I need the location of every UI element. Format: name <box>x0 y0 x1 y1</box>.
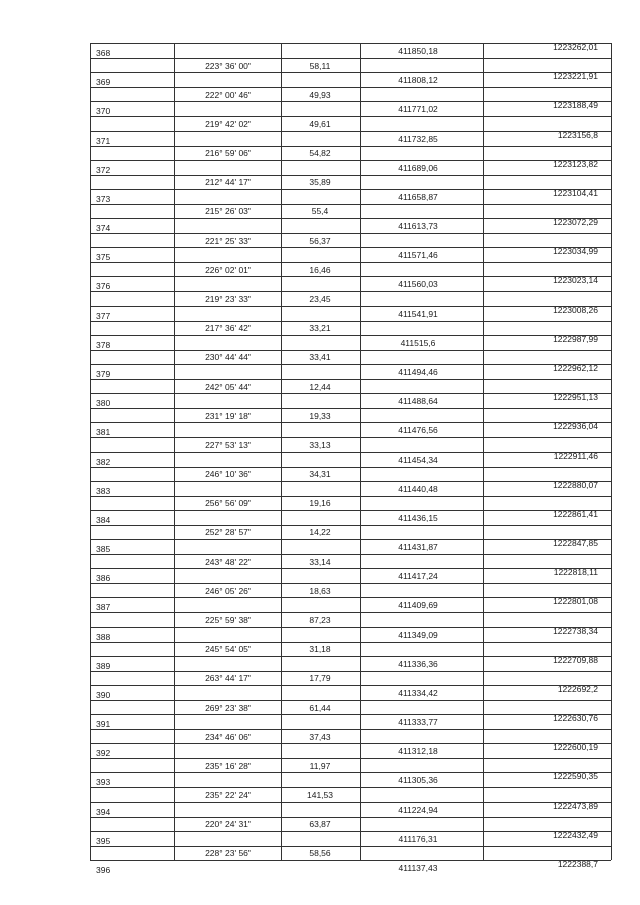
table-row-mid-rule <box>90 291 611 292</box>
table-row-mid-rule <box>90 233 611 234</box>
segment-distance: 55,4 <box>311 206 329 216</box>
coordinate-y: 1222911,46 <box>553 451 598 461</box>
coordinate-y: 1222801,08 <box>553 596 598 606</box>
point-number: 371 <box>96 136 111 146</box>
coordinate-x: 411689,06 <box>398 163 438 173</box>
table-row-mid-rule <box>90 116 611 117</box>
table-row-mid-rule <box>90 175 611 176</box>
coordinate-x: 411658,87 <box>398 192 438 202</box>
point-number: 390 <box>96 690 111 700</box>
table-row-mid-rule <box>90 408 611 409</box>
table-row-mid-rule <box>90 583 611 584</box>
segment-distance: 49,93 <box>309 90 331 100</box>
coordinate-x: 411305,36 <box>398 775 438 785</box>
coordinate-x: 411488,64 <box>398 396 438 406</box>
coordinate-x: 411771,02 <box>398 104 438 114</box>
coordinate-y: 1222630,76 <box>553 713 598 723</box>
segment-angle: 252° 28' 57" <box>205 527 251 537</box>
segment-angle: 263° 44' 17" <box>205 673 251 683</box>
point-number: 374 <box>96 223 111 233</box>
coordinate-y: 1223262,01 <box>553 42 598 52</box>
coordinate-x: 411334,42 <box>398 688 438 698</box>
point-number: 373 <box>96 194 111 204</box>
table-row-mid-rule <box>90 700 611 701</box>
coordinate-y: 1222709,88 <box>553 655 598 665</box>
coordinate-y: 1223104,41 <box>553 188 598 198</box>
segment-angle: 235° 16' 28" <box>205 761 251 771</box>
coordinate-y: 1223023,14 <box>553 275 598 285</box>
point-number: 386 <box>96 573 111 583</box>
table-row-mid-rule <box>90 554 611 555</box>
coordinate-x: 411431,87 <box>398 542 438 552</box>
point-number: 395 <box>96 836 111 846</box>
table-row-mid-rule <box>90 87 611 88</box>
point-number: 370 <box>96 106 111 116</box>
table-row-mid-rule <box>90 671 611 672</box>
point-number: 376 <box>96 281 111 291</box>
segment-angle: 223° 36' 00" <box>205 61 251 71</box>
segment-angle: 212° 44' 17" <box>205 177 251 187</box>
table-row-mid-rule <box>90 58 611 59</box>
coordinate-y: 1223072,29 <box>553 217 598 227</box>
point-number: 372 <box>96 165 111 175</box>
segment-angle: 222° 00' 46" <box>205 90 251 100</box>
point-number: 394 <box>96 807 111 817</box>
segment-angle: 234° 46' 06" <box>205 732 251 742</box>
segment-angle: 225° 59' 38" <box>205 615 251 625</box>
segment-angle: 230° 44' 44" <box>205 352 251 362</box>
segment-distance: 31,18 <box>309 644 331 654</box>
segment-angle: 246° 05' 26" <box>205 586 251 596</box>
coordinate-x: 411732,85 <box>398 134 438 144</box>
table-row-mid-rule <box>90 817 611 818</box>
segment-angle: 246° 10' 36" <box>205 469 251 479</box>
point-number: 379 <box>96 369 111 379</box>
segment-distance: 37,43 <box>309 732 331 742</box>
table-row-mid-rule <box>90 350 611 351</box>
coordinate-x: 411224,94 <box>398 805 438 815</box>
segment-distance: 54,82 <box>309 148 331 158</box>
coordinate-y: 1222600,19 <box>553 742 598 752</box>
segment-angle: 219° 23' 33" <box>205 294 251 304</box>
segment-angle: 216° 59' 06" <box>205 148 251 158</box>
segment-angle: 217° 36' 42" <box>205 323 251 333</box>
coordinate-y: 1222473,89 <box>553 801 598 811</box>
coordinate-y: 1222692,2 <box>557 684 598 694</box>
coordinate-y: 1222936,04 <box>553 421 598 431</box>
point-number: 377 <box>96 311 111 321</box>
table-row-mid-rule <box>90 437 611 438</box>
segment-angle: 245° 54' 05" <box>205 644 251 654</box>
point-number: 378 <box>96 340 111 350</box>
coordinate-x: 411333,77 <box>398 717 438 727</box>
table-row-mid-rule <box>90 642 611 643</box>
segment-angle: 226° 02' 01" <box>205 265 251 275</box>
coordinate-y: 1222432,49 <box>553 830 598 840</box>
segment-distance: 34,31 <box>309 469 331 479</box>
segment-angle: 219° 42' 02" <box>205 119 251 129</box>
table-row-mid-rule <box>90 787 611 788</box>
point-number: 387 <box>96 602 111 612</box>
coordinate-y: 1223034,99 <box>553 246 598 256</box>
segment-distance: 56,37 <box>309 236 331 246</box>
segment-distance: 19,16 <box>309 498 331 508</box>
table-row-mid-rule <box>90 525 611 526</box>
segment-distance: 23,45 <box>309 294 331 304</box>
point-number: 393 <box>96 777 111 787</box>
coordinate-y: 1223008,26 <box>553 305 598 315</box>
coordinate-y: 1222962,12 <box>553 363 598 373</box>
point-number: 385 <box>96 544 111 554</box>
point-number: 369 <box>96 77 111 87</box>
segment-distance: 33,13 <box>309 440 331 450</box>
coordinate-x: 411560,03 <box>398 279 438 289</box>
coordinate-y: 1222861,41 <box>553 509 598 519</box>
segment-angle: 231° 19' 18" <box>205 411 251 421</box>
table-column-rule <box>611 43 612 860</box>
segment-distance: 17,79 <box>309 673 331 683</box>
table-row-mid-rule <box>90 612 611 613</box>
segment-angle: 243° 48' 22" <box>205 557 251 567</box>
coordinate-x: 411541,91 <box>398 309 438 319</box>
coordinate-y: 1223221,91 <box>553 71 598 81</box>
coordinate-x: 411850,18 <box>398 46 438 56</box>
table-row-mid-rule <box>90 146 611 147</box>
coordinate-y: 1223188,49 <box>553 100 598 110</box>
point-number: 381 <box>96 427 111 437</box>
coordinate-x: 411613,73 <box>398 221 438 231</box>
coordinate-x: 411336,36 <box>398 659 438 669</box>
segment-angle: 235° 22' 24" <box>205 790 251 800</box>
coordinate-x: 411409,69 <box>398 600 438 610</box>
segment-angle: 228° 23' 56" <box>205 848 251 858</box>
coordinate-y: 1223123,82 <box>553 159 598 169</box>
segment-distance: 33,21 <box>309 323 331 333</box>
table-row-mid-rule <box>90 758 611 759</box>
table-row-mid-rule <box>90 262 611 263</box>
coordinate-x: 411312,18 <box>398 746 438 756</box>
segment-angle: 220° 24' 31" <box>205 819 251 829</box>
coordinate-y: 1222880,07 <box>553 480 598 490</box>
coordinate-x: 411476,56 <box>398 425 438 435</box>
table-row-mid-rule <box>90 204 611 205</box>
point-number: 383 <box>96 486 111 496</box>
coordinate-y: 1222987,99 <box>553 334 598 344</box>
segment-distance: 33,14 <box>309 557 331 567</box>
table-row-mid-rule <box>90 729 611 730</box>
coordinate-y: 1223156,8 <box>557 130 598 140</box>
segment-angle: 242° 05' 44" <box>205 382 251 392</box>
point-number: 396 <box>96 865 111 875</box>
point-number: 392 <box>96 748 111 758</box>
coordinate-x: 411137,43 <box>398 863 438 873</box>
table-row-mid-rule <box>90 379 611 380</box>
point-number: 384 <box>96 515 111 525</box>
segment-distance: 141,53 <box>307 790 333 800</box>
point-number: 388 <box>96 632 111 642</box>
coordinate-x: 411349,09 <box>398 630 438 640</box>
table-row-mid-rule <box>90 321 611 322</box>
table-row-mid-rule <box>90 496 611 497</box>
segment-distance: 58,11 <box>309 61 331 71</box>
segment-angle: 221° 25' 33" <box>205 236 251 246</box>
segment-distance: 49,61 <box>309 119 331 129</box>
table-row-mid-rule <box>90 467 611 468</box>
segment-angle: 269° 23' 38" <box>205 703 251 713</box>
coordinate-x: 411571,46 <box>398 250 438 260</box>
segment-distance: 12,44 <box>309 382 331 392</box>
segment-distance: 58,56 <box>309 848 331 858</box>
coordinate-x: 411808,12 <box>398 75 438 85</box>
coordinate-x: 411515,6 <box>400 338 436 348</box>
point-number: 389 <box>96 661 111 671</box>
segment-distance: 18,63 <box>309 586 331 596</box>
coordinate-x: 411454,34 <box>398 455 438 465</box>
coordinate-y: 1222951,13 <box>553 392 598 402</box>
coordinate-y: 1222847,85 <box>553 538 598 548</box>
coordinate-y: 1222818,11 <box>553 567 598 577</box>
segment-distance: 61,44 <box>309 703 331 713</box>
segment-distance: 14,22 <box>309 527 331 537</box>
coordinate-x: 411436,15 <box>398 513 438 523</box>
coordinate-x: 411417,24 <box>398 571 438 581</box>
segment-angle: 256° 56' 09" <box>205 498 251 508</box>
coordinate-x: 411494,46 <box>398 367 438 377</box>
coordinate-y: 1222388,7 <box>557 859 598 869</box>
segment-distance: 19,33 <box>309 411 331 421</box>
segment-distance: 16,46 <box>309 265 331 275</box>
segment-distance: 87,23 <box>309 615 331 625</box>
point-number: 382 <box>96 457 111 467</box>
segment-angle: 227° 53' 13" <box>205 440 251 450</box>
point-number: 368 <box>96 48 111 58</box>
coordinate-x: 411440,48 <box>398 484 438 494</box>
segment-distance: 35,89 <box>309 177 331 187</box>
coordinate-x: 411176,31 <box>398 834 438 844</box>
segment-distance: 33,41 <box>309 352 331 362</box>
table-row-mid-rule <box>90 846 611 847</box>
point-number: 380 <box>96 398 111 408</box>
coordinate-y: 1222590,35 <box>553 771 598 781</box>
point-number: 375 <box>96 252 111 262</box>
segment-angle: 215° 26' 03" <box>205 206 251 216</box>
coordinate-y: 1222738,34 <box>553 626 598 636</box>
point-number: 391 <box>96 719 111 729</box>
segment-distance: 63,87 <box>309 819 331 829</box>
segment-distance: 11,97 <box>309 761 331 771</box>
